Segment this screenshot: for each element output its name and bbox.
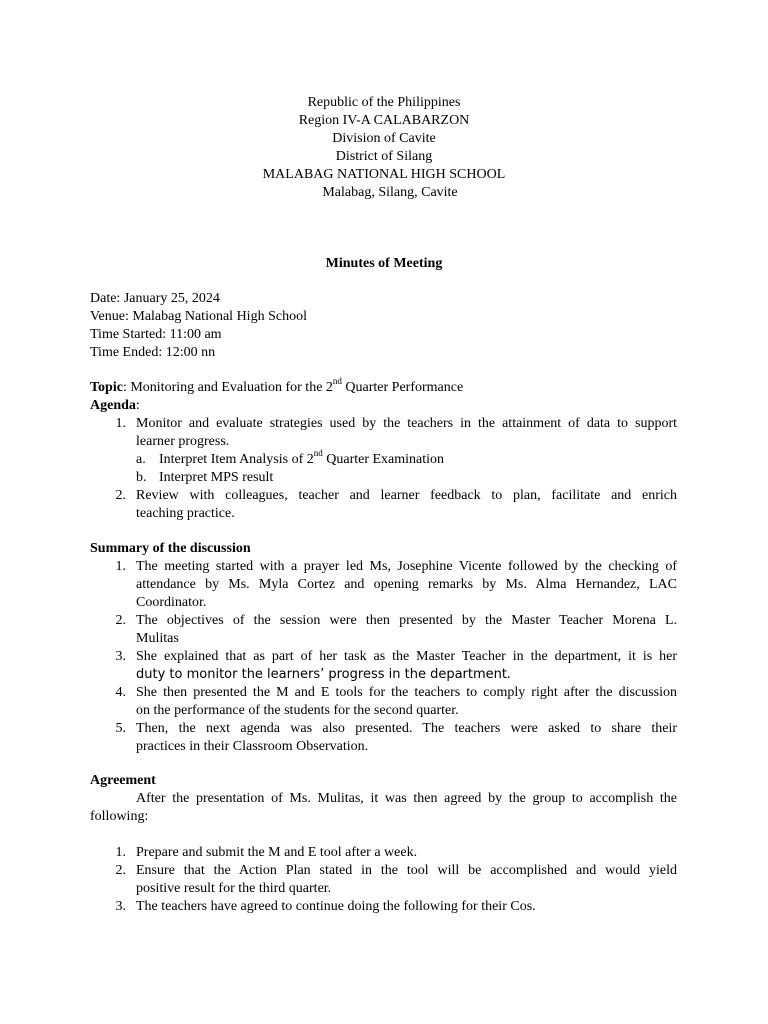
agreement-item-line: Ensure that the Action Plan stated in the tool will be accomplished and would yield bbox=[136, 863, 677, 878]
summary-item-number: 3. bbox=[115, 649, 126, 664]
agreement-item-number: 3. bbox=[115, 899, 126, 914]
agenda-item-line: Review with colleagues, teacher and learner feedback to plan, facilitate and enrich bbox=[136, 488, 677, 503]
agenda-item-number: 2. bbox=[115, 488, 126, 503]
summary-item-number: 1. bbox=[115, 559, 126, 574]
agreement-item bbox=[136, 898, 677, 916]
summary-item-line bbox=[136, 666, 677, 684]
summary-item-line: The meeting started with a prayer led Ms, Josephine Vicente followed by the checking of bbox=[136, 559, 677, 574]
agenda-subitem-ordinal: nd bbox=[313, 448, 323, 459]
agenda-item bbox=[136, 487, 677, 523]
summary-item-line: Then, the next agenda was also presented. The teachers were asked to share their bbox=[136, 721, 677, 736]
summary-item bbox=[136, 558, 677, 612]
agenda-subitem-text: Interpret Item Analysis of 2 bbox=[159, 452, 314, 467]
header-region: Region IV-A CALABARZON bbox=[298, 113, 470, 128]
summary-heading: Summary of the discussion bbox=[90, 541, 251, 556]
agenda-item-line: teaching practice. bbox=[136, 506, 235, 521]
agenda-subitem-letter: a. bbox=[136, 452, 146, 467]
topic-label: Topic bbox=[90, 380, 123, 395]
summary-item bbox=[136, 648, 677, 684]
header-address: Malabag, Silang, Cavite bbox=[322, 185, 458, 200]
summary-item-line: Mulitas bbox=[136, 631, 179, 646]
agenda-label: Agenda bbox=[90, 398, 136, 413]
summary-item-line: She then presented the M and E tools for the teachers to comply right after the discussion bbox=[136, 685, 677, 700]
header-division: Division of Cavite bbox=[332, 131, 436, 146]
topic-text-end: Quarter Performance bbox=[341, 380, 464, 395]
agenda-colon: : bbox=[135, 398, 140, 413]
agreement-intro: After the presentation of Ms. Mulitas, it was then agreed by the group to accomplish the bbox=[136, 791, 677, 806]
agreement-item-line: The teachers have agreed to continue doing the following for their Cos. bbox=[136, 899, 536, 914]
meeting-time-started: Time Started: 11:00 am bbox=[90, 327, 222, 342]
agenda-subitem-letter: b. bbox=[136, 470, 147, 485]
summary-item bbox=[136, 612, 677, 648]
summary-item-line: The objectives of the session were then presented by the Master Teacher Morena L. bbox=[136, 613, 677, 628]
summary-item-line: She explained that as part of her task as the Master Teacher in the department, it is her bbox=[136, 649, 677, 664]
agenda-heading bbox=[90, 397, 140, 415]
topic-text: : Monitoring and Evaluation for the 2 bbox=[122, 380, 333, 395]
summary-item-line: on the performance of the students for the second quarter. bbox=[136, 703, 459, 718]
summary-item bbox=[136, 720, 677, 756]
agreement-item bbox=[136, 862, 677, 898]
summary-item bbox=[136, 684, 677, 720]
summary-item-line: attendance by Ms. Myla Cortez and opening remarks by Ms. Alma Hernandez, LAC bbox=[136, 577, 677, 592]
agenda-item bbox=[136, 415, 677, 451]
agreement-heading: Agreement bbox=[90, 773, 156, 788]
agenda-item-number: 1. bbox=[115, 416, 126, 431]
agenda-subitem-text-end: Quarter Examination bbox=[322, 452, 445, 467]
agreement-item bbox=[136, 844, 677, 862]
meeting-date: Date: January 25, 2024 bbox=[90, 291, 220, 306]
agenda-subitem bbox=[159, 448, 445, 469]
topic-line bbox=[90, 376, 464, 397]
header-school: MALABAG NATIONAL HIGH SCHOOL bbox=[262, 167, 506, 182]
summary-item-line: Coordinator. bbox=[136, 595, 207, 610]
summary-item-period: . bbox=[506, 667, 511, 682]
summary-item-line: practices in their Classroom Observation. bbox=[136, 739, 369, 754]
agreement-item-number: 1. bbox=[115, 845, 126, 860]
agenda-item-line: Monitor and evaluate strategies used by the teachers in the attainment of data to support bbox=[136, 416, 677, 431]
document-title: Minutes of Meeting bbox=[325, 256, 443, 271]
header-republic: Republic of the Philippines bbox=[307, 95, 461, 110]
summary-item-number: 4. bbox=[115, 685, 126, 700]
agreement-item-number: 2. bbox=[115, 863, 126, 878]
header-district: District of Silang bbox=[335, 149, 433, 164]
meeting-venue: Venue: Malabag National High School bbox=[90, 309, 307, 324]
agenda-item-line: learner progress. bbox=[136, 434, 230, 449]
topic-ordinal: nd bbox=[332, 376, 342, 387]
summary-item-number: 5. bbox=[115, 721, 126, 736]
summary-item-duty-text: duty to monitor the learners’ progress in the department bbox=[136, 667, 507, 682]
agreement-item-line: positive result for the third quarter. bbox=[136, 881, 332, 896]
summary-item-number: 2. bbox=[115, 613, 126, 628]
agreement-item-line: Prepare and submit the M and E tool after a week. bbox=[136, 845, 418, 860]
agenda-subitem: Interpret MPS result bbox=[159, 470, 274, 485]
agreement-intro-end: following: bbox=[90, 809, 149, 824]
meeting-time-ended: Time Ended: 12:00 nn bbox=[90, 345, 216, 360]
